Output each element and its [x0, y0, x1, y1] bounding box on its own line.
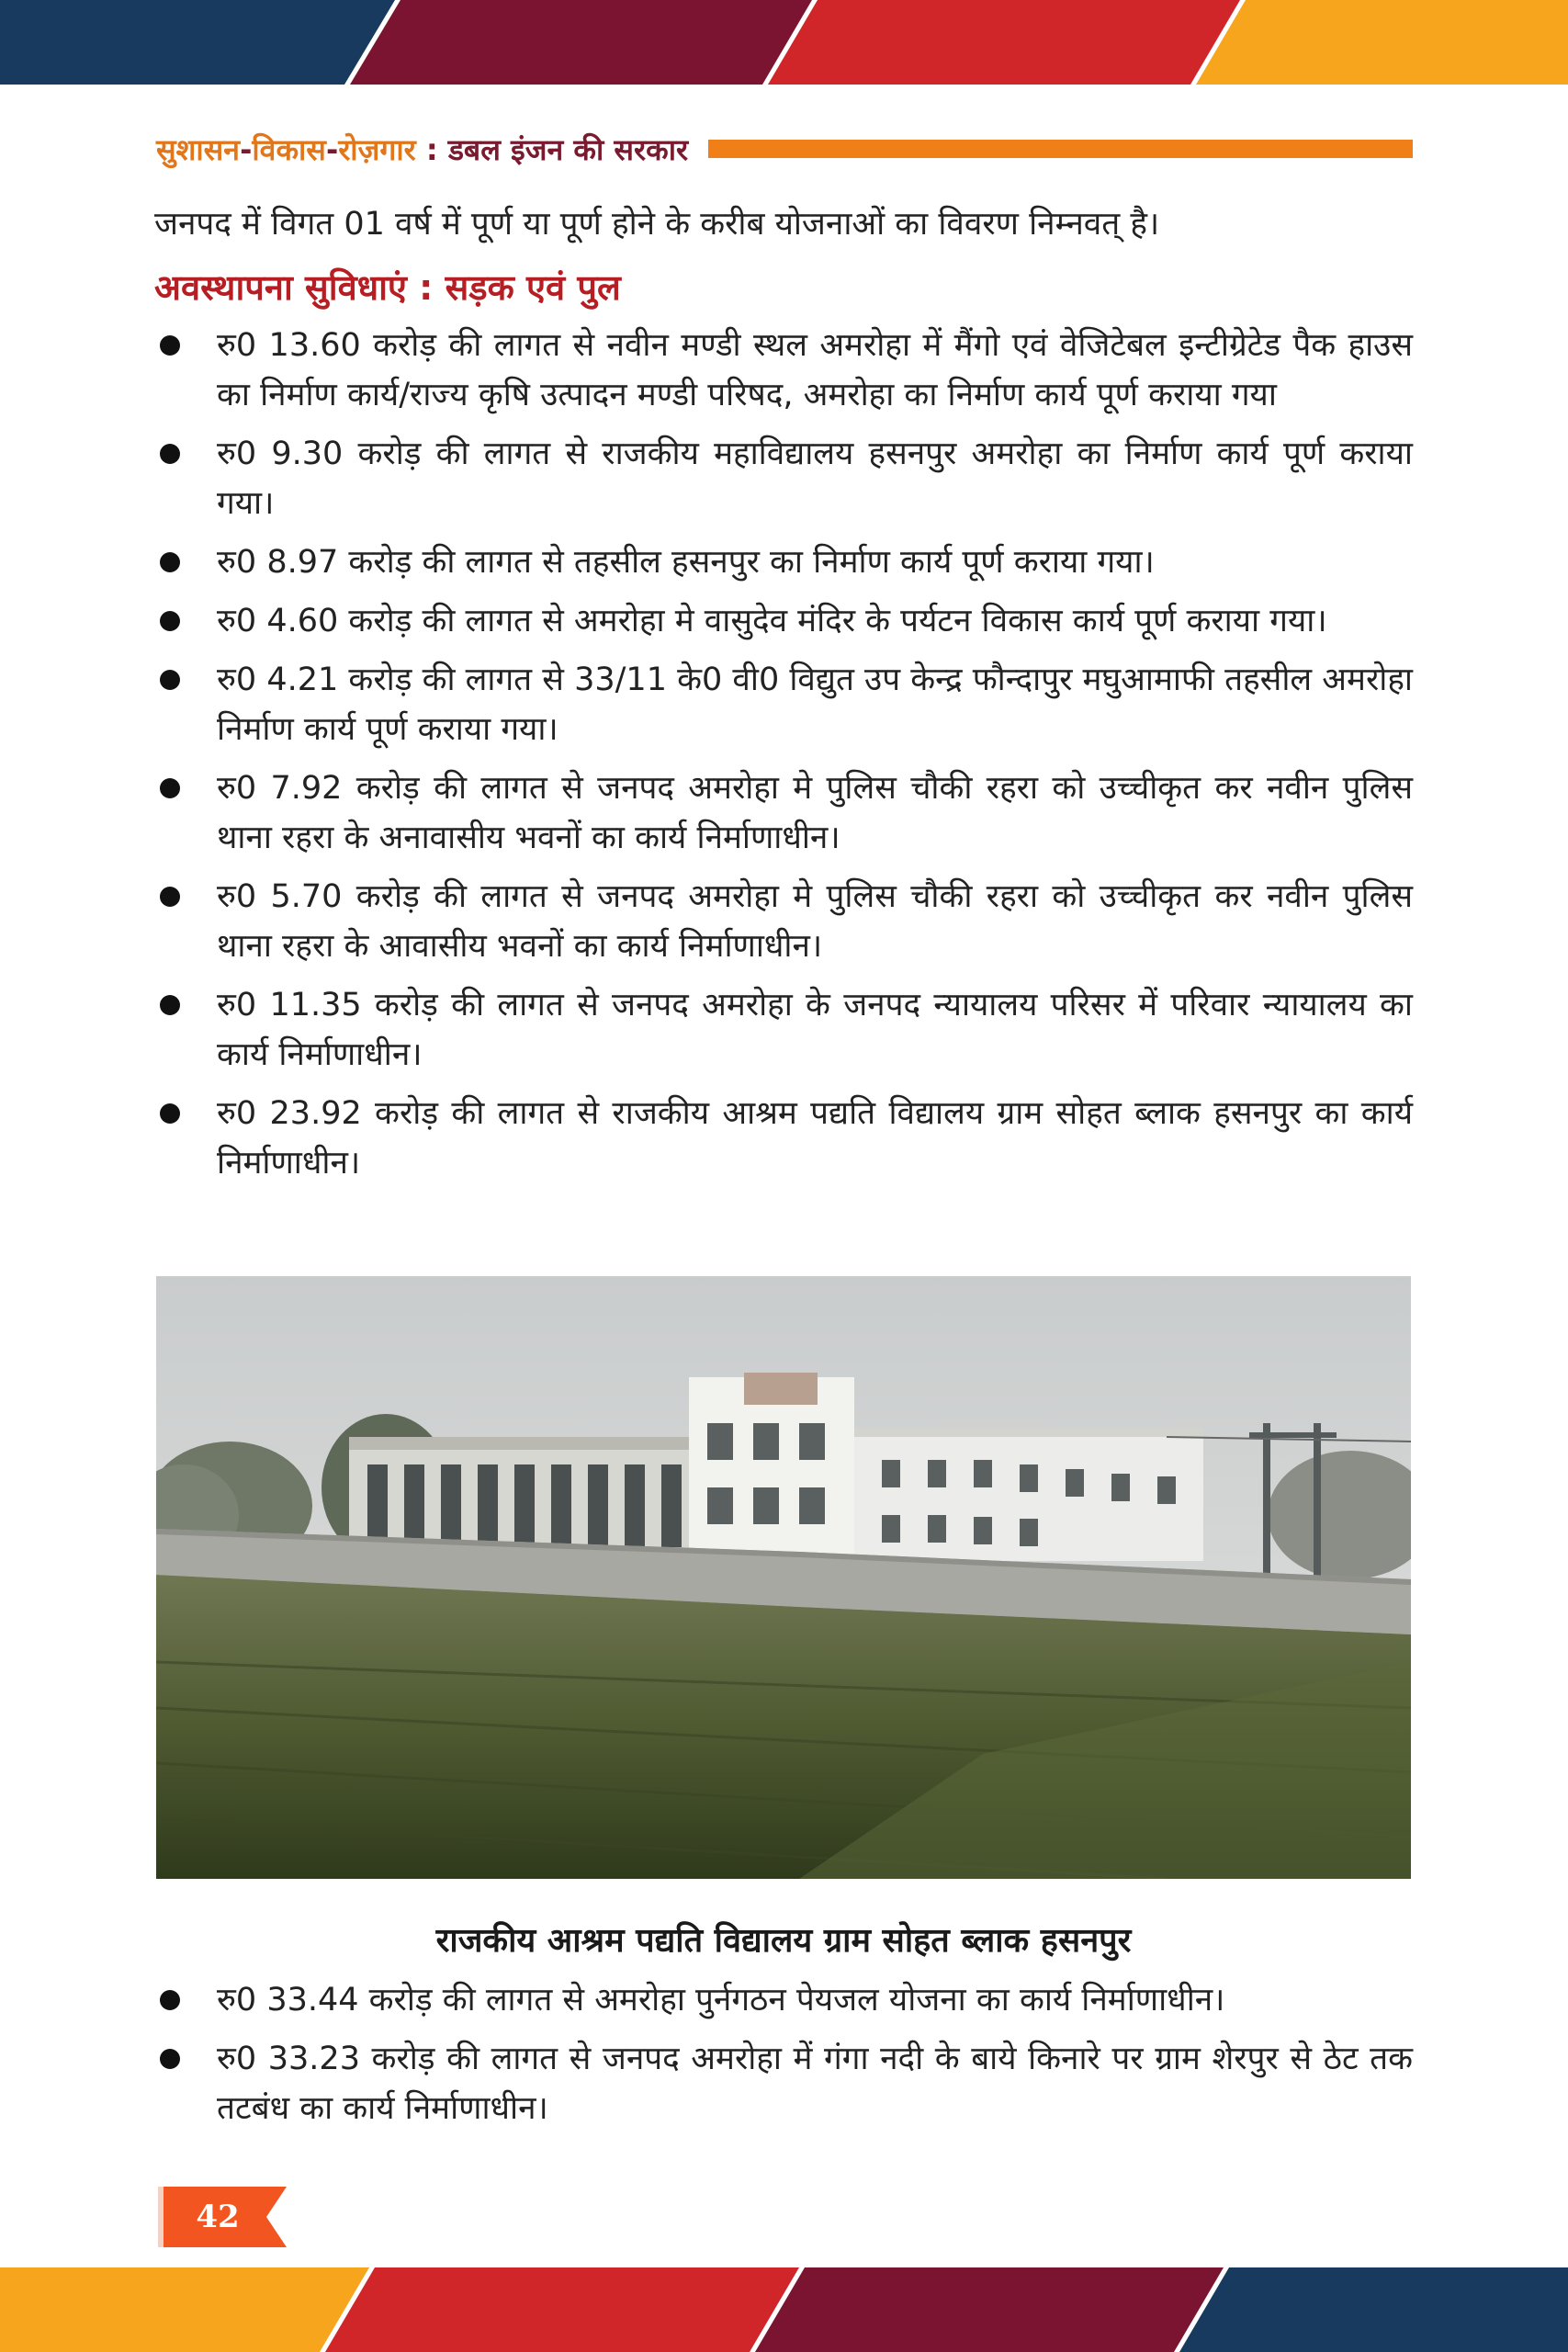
secondary-content: [154, 1975, 1413, 2143]
project-list: [154, 321, 1413, 1188]
header-title: सुशासन-विकास-रोज़गार : डबल इंजन की सरकार: [156, 131, 689, 167]
project-list-continued: [154, 1975, 1413, 2133]
list-item: रु0 13.60 करोड़ की लागत से नवीन मण्डी स्थल अमरोहा में मैंगो एवं वेजिटेबल इन्टीग्रेटेड पैक हाउस का निर्माण कार्य/राज्य कृषि उत्पादन मण्डी परिषद, अमरोहा का निर्माण कार्य पूर्ण कराया गया: [154, 321, 1413, 420]
list-item: रु0 33.23 करोड़ की लागत से जनपद अमरोहा में गंगा नदी के बाये किनारे पर ग्राम शेरपुर से ठेट तक तटबंध का कार्य निर्माणाधीन।: [154, 2034, 1413, 2133]
list-item: रु0 5.70 करोड़ की लागत से जनपद अमरोहा मे पुलिस चौकी रहरा को उच्चीकृत कर नवीन पुलिस थाना रहरा के आवासीय भवनों का कार्य निर्माणाधीन।: [154, 872, 1413, 971]
list-item: रु0 8.97 करोड़ की लागत से तहसील हसनपुर का निर्माण कार्य पूर्ण कराया गया।: [154, 537, 1413, 587]
header-part-1: सुशासन: [156, 131, 241, 167]
bottom-color-band: [0, 2267, 1568, 2352]
page-number-tag: [158, 2187, 296, 2247]
section-heading: अवस्थापना सुविधाएं : सड़क एवं पुल: [154, 267, 621, 308]
list-item: रु0 33.44 करोड़ की लागत से अमरोहा पुर्नगठन पेयजल योजना का कार्य निर्माणाधीन।: [154, 1975, 1413, 2025]
header-part-2: विकास: [252, 131, 326, 167]
school-building-photo: [156, 1276, 1411, 1879]
page-header: [156, 123, 1413, 175]
main-content: [154, 198, 1413, 1197]
header-part-3: रोज़गार: [338, 131, 416, 167]
header-rule: [708, 140, 1413, 158]
list-item: रु0 11.35 करोड़ की लागत से जनपद अमरोहा के जनपद न्यायालय परिसर में परिवार न्यायालय का कार्य निर्माणाधीन।: [154, 980, 1413, 1080]
photo-caption: राजकीय आश्रम पद्यति विद्यालय ग्राम सोहत ब्लाक हसनपुर: [435, 1921, 1132, 1960]
list-item: रु0 9.30 करोड़ की लागत से राजकीय महाविद्यालय हसनपुर अमरोहा का निर्माण कार्य पूर्ण कराया गया।: [154, 429, 1413, 528]
page-number: 42: [196, 2199, 240, 2235]
top-color-band: [0, 0, 1568, 85]
intro-paragraph: जनपद में विगत 01 वर्ष में पूर्ण या पूर्ण होने के करीब योजनाओं का विवरण निम्नवत् है।: [154, 206, 1160, 243]
list-item: रु0 7.92 करोड़ की लागत से जनपद अमरोहा मे पुलिस चौकी रहरा को उच्चीकृत कर नवीन पुलिस थाना रहरा के अनावासीय भवनों का कार्य निर्माणाधीन।: [154, 763, 1413, 863]
school-building-image: [156, 1276, 1411, 1879]
list-item: रु0 23.92 करोड़ की लागत से राजकीय आश्रम पद्यति विद्यालय ग्राम सोहत ब्लाक हसनपुर का कार्य निर्माणाधीन।: [154, 1089, 1413, 1188]
list-item: रु0 4.60 करोड़ की लागत से अमरोहा मे वासुदेव मंदिर के पर्यटन विकास कार्य पूर्ण कराया गया।: [154, 596, 1413, 646]
list-item: रु0 4.21 करोड़ की लागत से 33/11 के0 वी0 विद्युत उप केन्द्र फौन्दापुर मघुआमाफी तहसील अमरोहा निर्माण कार्य पूर्ण कराया गया।: [154, 655, 1413, 754]
header-part-4: : डबल इंजन की सरकार: [425, 131, 689, 167]
